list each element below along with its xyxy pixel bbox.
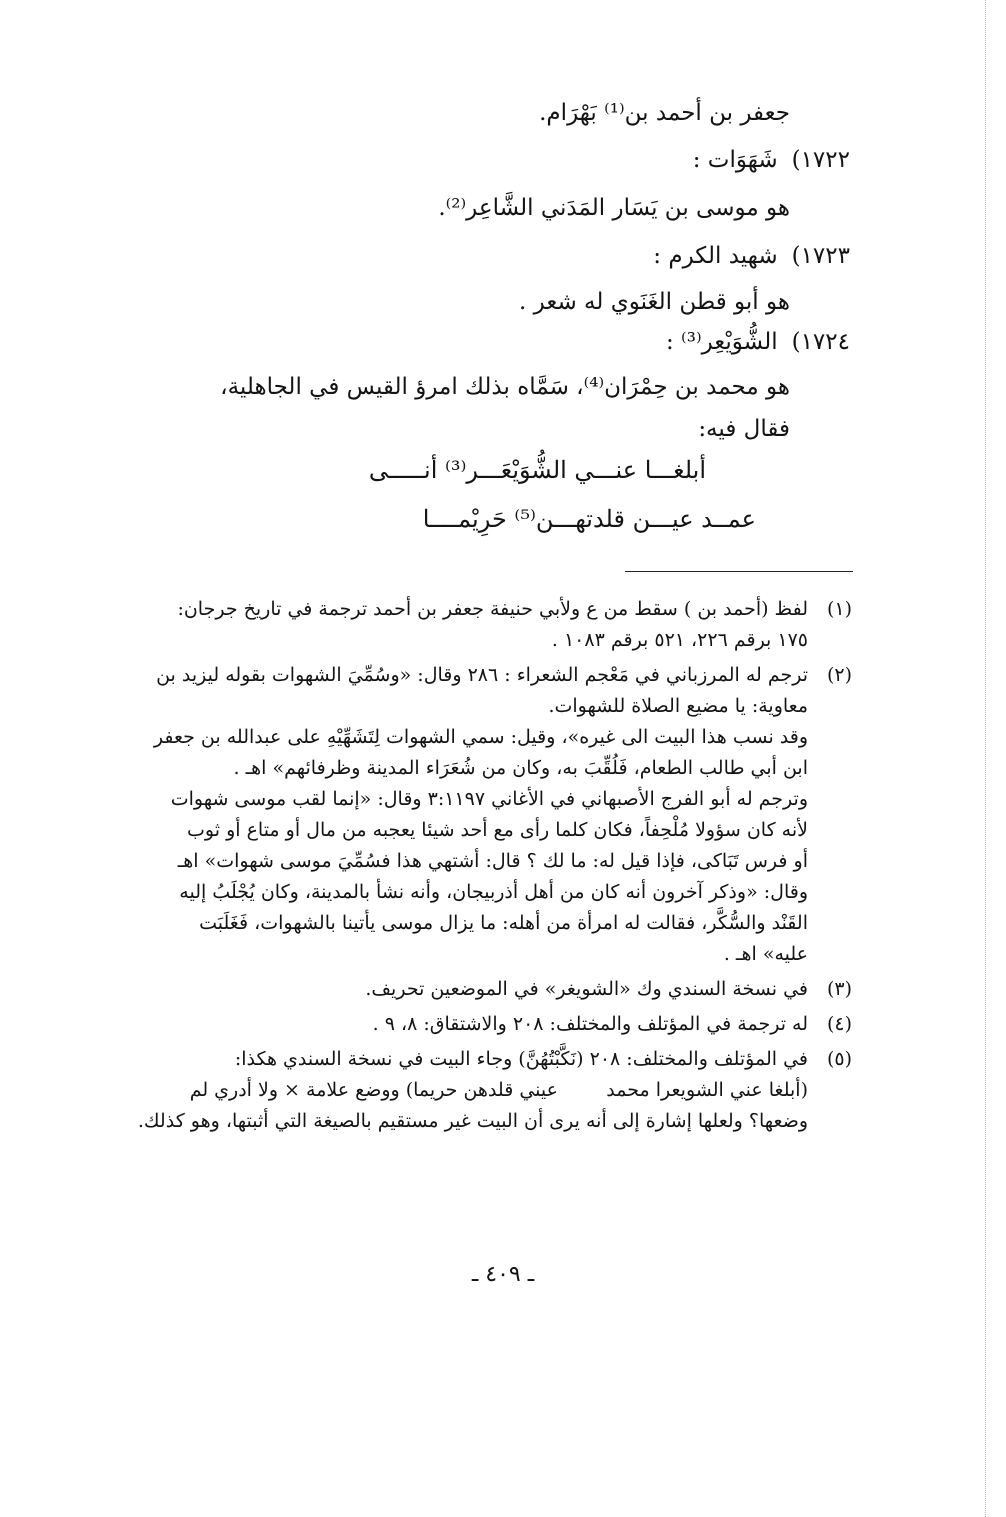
footnote-line: وضعها؟ ولعلها إشارة إلى أنه يرى أن البيت غير مستقيم بالصيغة التي أثبتها، وهو كذلك. [137,1110,808,1132]
footnote-line: ابن أبي طالب الطعام، فَلُقِّبَ به، وكان من شُعَرَاء المدينة وظرفائهم» اهـ . [233,757,808,779]
footnote-text [128,660,808,970]
footnote-1 [128,594,852,656]
footnote-line: القَنْد والسُّكَّر، فقالت له امرأة من أهله: ما يزال موسى يأتينا بالشهوات، فَغَلَبَت [199,912,808,934]
footnote-number: (١) [826,598,852,620]
footnote-line: (أبلغا عني الشويعرا محمد عيني قلدهن حريما) ووضع علامة × ولا أدري لم [189,1079,808,1101]
footnote-line: أو فرس تَبَاكى، فإذا قيل له: ما لك ؟ قال: أشتهي هذا فسُمِّيَ موسى شهوات» اهـ [177,850,808,872]
footnote-3 [128,974,852,1005]
footnote-number: (٥) [826,1048,852,1070]
footnote-line: له ترجمة في المؤتلف والمختلف: ٢٠٨ والاشتقاق: ٨، ٩ . [372,1013,808,1035]
entry-1723-heading [653,241,850,271]
footnote-line: معاوية: يا مضيع الصلاة للشهوات. [548,695,808,717]
footnote-line: لفظ (أحمد بن ) سقط من ع ولأبي حنيفة جعفر بن أحمد ترجمة في تاريخ جرجان: [177,598,808,620]
footnotes [128,594,852,1137]
entry-title: شَهَوَات : [692,147,778,173]
footnote-number: (٣) [826,978,852,1000]
entry-number: ١٧٢٤) [791,329,850,355]
footnote-line: في المؤتلف والمختلف: ٢٠٨ (نَكَّبْتُهُنَّ) وجاء البيت في نسخة السندي هكذا: [234,1048,808,1070]
entry-1722-heading [693,145,850,175]
entry-number: ١٧٢٣) [791,243,850,269]
footnote-line: وقد نسب هذا البيت الى غيره»، وقيل: سمي الشهوات لِتَشَهِّيْهِ على عبدالله بن جعفر [153,726,808,748]
footnote-text [128,1009,808,1040]
entry-1722-text: هو موسى بن يَسَار المَدَني الشَّاعِر⁽²⁾. [438,195,790,221]
verse-hemistich-2: عمــد عيـــن قلدتهـــن⁽⁵⁾ حَرِيْمــــا [422,505,756,533]
footnote-line: ١٧٥ برقم ٢٢٦، ٥٢١ برقم ١٠٨٣ . [551,629,808,651]
body-line-1: جعفر بن أحمد بن⁽¹⁾ بَهْرَام. [539,100,790,126]
footnote-line: وقال: «وذكر آخرون أنه كان من أهل أذربيجان، وأنه نشأ بالمدينة، وكان يُجْلَبُ إليه [179,881,808,903]
footnote-number: (٤) [826,1013,852,1035]
footnote-line: ترجم له المرزباني في مَعْجم الشعراء : ٢٨٦ وقال: «وسُمِّيَ الشهوات بقوله ليزيد بن [156,664,808,686]
footnote-number: (٢) [826,664,852,686]
footnote-4 [128,1009,852,1040]
footnote-line: لأنه كان سؤولا مُلْحِفاً، فكان كلما رأى مع أحد شيئا يعجبه من مال أو متاع أو ثوب [187,819,808,841]
entry-title: شهيد الكرم : [653,243,778,269]
page-number: ـ ٤٠٩ ـ [471,1262,535,1287]
footnote-line: عليه» اهـ . [723,943,808,965]
verse-hemistich-1: أبلغـــا عنـــي الشُّوَيْعَـــر⁽³⁾ أنـــــى [368,456,706,484]
page-edge-line [985,0,987,1517]
footnote-5 [128,1044,852,1137]
entry-number: ١٧٢٢) [791,147,850,173]
footnote-divider [625,571,853,572]
entry-1724-text-2: فقال فيه: [698,416,790,442]
footnote-text [128,1044,808,1137]
footnote-line: وترجم له أبو الفرج الأصبهاني في الأغاني ٣:١١٩٧ وقال: «إنما لقب موسى شهوات [170,788,808,810]
entry-1724-heading [666,327,850,357]
footnote-line: في نسخة السندي وك «الشويغر» في الموضعين تحريف. [365,978,808,1000]
entry-title: الشُّوَيْعِر⁽³⁾ : [666,329,778,355]
footnote-2 [128,660,852,970]
entry-1724-text-1: هو محمد بن حِمْرَان⁽⁴⁾، سَمَّاه بذلك امرؤ القيس في الجاهلية، [220,374,790,400]
entry-1723-text: هو أبو قطن الغَنَوي له شعر . [519,289,790,315]
footnote-text [128,974,808,1005]
footnote-text [128,594,808,656]
